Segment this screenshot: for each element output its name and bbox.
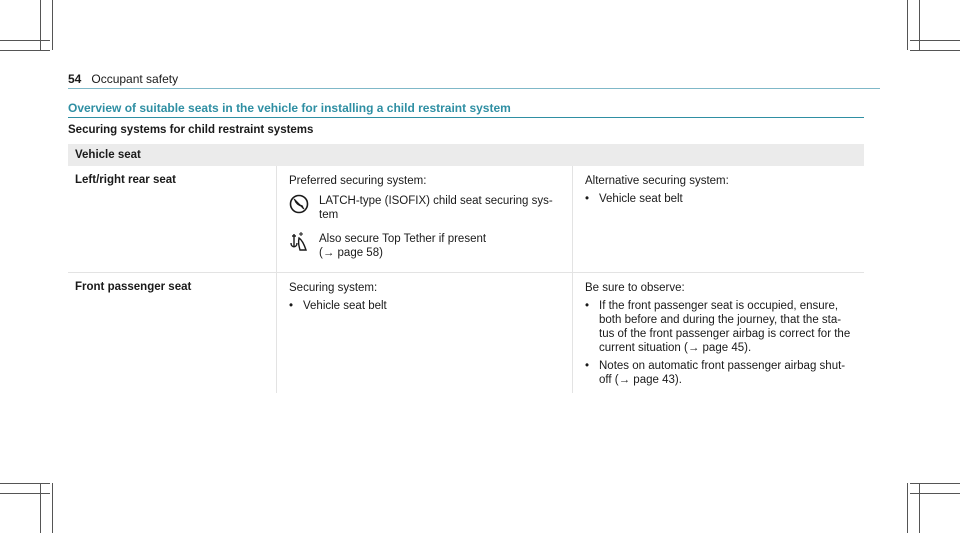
page-number: 54 — [68, 72, 82, 86]
crop-mark — [0, 493, 50, 494]
bullet-text: Vehicle seat belt — [599, 193, 683, 205]
top-tether-icon — [289, 232, 309, 254]
bullet-text: If the front passenger seat is occupied, ensure, — [599, 300, 839, 312]
latch-item — [289, 194, 572, 222]
bullet: • — [289, 300, 294, 312]
table-row — [68, 273, 864, 393]
crop-mark — [40, 483, 41, 533]
table-header: Vehicle seat — [68, 144, 864, 166]
bullet-text: Notes on automatic front passenger airbag shut- — [599, 360, 846, 372]
tether-text: Also secure Top Tether if present — [319, 233, 487, 245]
crop-mark — [910, 483, 960, 484]
bullet: • — [585, 300, 590, 312]
isofix-icon — [289, 194, 309, 214]
header-divider — [68, 88, 880, 89]
latch-text: LATCH-type (ISOFIX) child seat securing sys- — [319, 195, 553, 207]
crop-mark — [910, 40, 960, 41]
observe-cell — [572, 273, 864, 393]
bullet: • — [585, 360, 590, 372]
crop-mark — [52, 0, 53, 50]
crop-mark — [919, 483, 920, 533]
seat-table — [68, 144, 864, 393]
bullet-text: Vehicle seat belt — [303, 300, 387, 312]
crop-mark — [0, 50, 50, 51]
list-item — [585, 192, 864, 206]
bullet-text: both before and during the journey, that the sta- — [599, 314, 842, 326]
table-row — [68, 166, 864, 273]
list-item — [585, 299, 864, 355]
crop-mark — [919, 0, 920, 50]
page-reference[interactable]: off (→ page 43). — [599, 374, 682, 386]
crop-mark — [40, 0, 41, 50]
alternative-label: Alternative securing system: — [585, 175, 729, 187]
preferred-cell — [276, 166, 572, 272]
tether-item — [289, 232, 572, 260]
latch-text: tem — [319, 209, 339, 221]
section-title-divider — [68, 117, 864, 118]
page-reference[interactable]: current situation (→ page 45). — [599, 342, 752, 354]
crop-mark — [52, 483, 53, 533]
preferred-label: Preferred securing system: — [289, 175, 427, 187]
crop-mark — [907, 483, 908, 533]
observe-label: Be sure to observe: — [585, 282, 685, 294]
list-item — [289, 299, 572, 313]
bullet: • — [585, 193, 590, 205]
bullet-text: tus of the front passenger airbag is correct for the — [599, 328, 851, 340]
crop-mark — [910, 493, 960, 494]
seat-cell: Front passenger seat — [75, 281, 192, 293]
securing-cell — [276, 273, 572, 393]
crop-mark — [0, 40, 50, 41]
seat-cell: Left/right rear seat — [75, 174, 176, 186]
crop-mark — [910, 50, 960, 51]
page-reference[interactable]: (→ page 58) — [319, 247, 383, 259]
alternative-cell — [572, 166, 864, 272]
subsection-title: Securing systems for child restraint systems — [68, 124, 314, 136]
crop-mark — [0, 483, 50, 484]
securing-label: Securing system: — [289, 282, 378, 294]
section-title: Overview of suitable seats in the vehicle for installing a child restraint system — [68, 101, 511, 115]
section-name: Occupant safety — [91, 72, 179, 86]
list-item — [585, 359, 864, 387]
page-header — [68, 72, 178, 86]
crop-mark — [907, 0, 908, 50]
